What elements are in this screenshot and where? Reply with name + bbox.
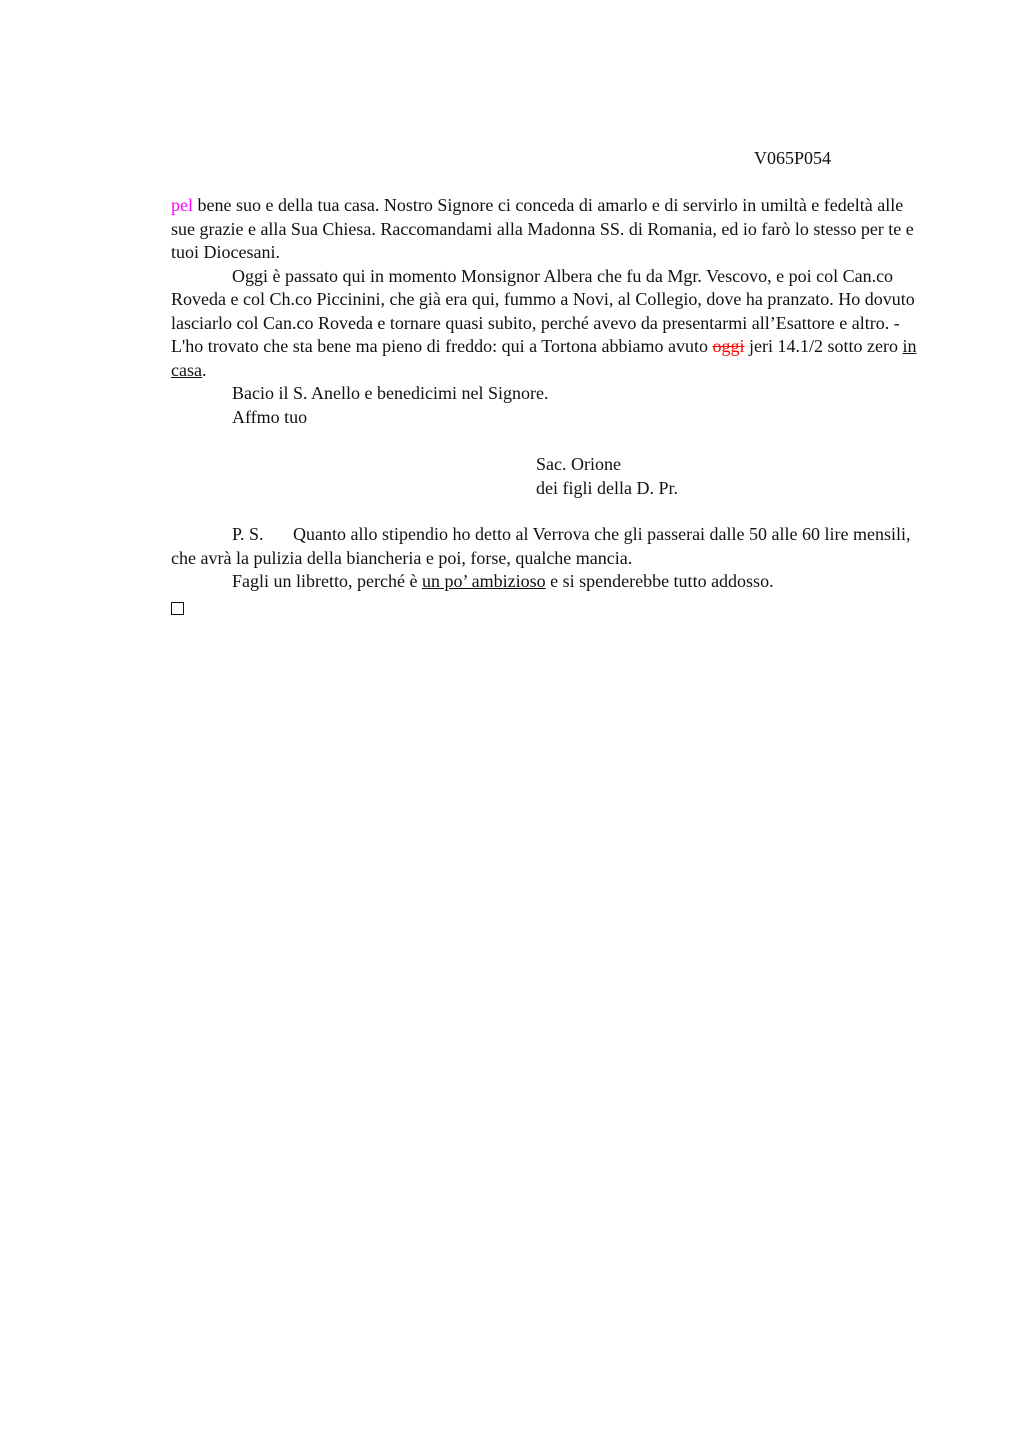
paragraph-booklet [171,570,921,594]
paragraph-visit [171,265,921,383]
underlined-phrase-in-casa: in casa [171,336,917,380]
highlighted-word: pel [171,195,193,215]
paragraph-blessing: Bacio il S. Anello e benedicimi nel Signore. [232,383,549,403]
postscript [171,523,921,570]
paragraph-opening [171,194,921,265]
signature-title: dei figli della D. Pr. [536,477,678,498]
paragraph-visit-text-b: jeri 14.1/2 sotto zero [744,336,903,356]
paragraph-booklet-text-a: Fagli un libretto, perché è [232,571,422,591]
letter-body [171,194,921,615]
end-of-document-box-icon [171,602,184,615]
spacer [171,500,921,523]
postscript-text: Quanto allo stipendio ho detto al Verrova che gli passerai dalle 50 alle 60 lire mensili, che avrà la pulizia della biancheria e poi, forse, qualche mancia. [171,524,911,568]
paragraph-visit-text-c: . [201,359,207,380]
closing-salutation: Affmo tuo [232,406,308,427]
paragraph-opening-text: bene suo e della tua casa. Nostro Signore ci conceda di amarlo e di servirlo in umiltà e fedeltà alle sue grazie e alla Sua Chiesa. Raccomandami alla Madonna SS. di Romania, ed io farò lo stesso per te e tuoi Diocesani. [171,195,914,262]
struck-word: oggi [712,336,745,356]
paragraph-booklet-text-b: e si spenderebbe tutto addosso. [545,571,774,591]
spacer [171,429,921,453]
underlined-phrase-ambizioso: un po’ ambizioso [421,571,546,591]
page-code: V065P054 [754,148,832,168]
paragraph-visit-text-a: Oggi è passato qui in momento Monsignor Albera che fu da Mgr. Vescovo, e poi col Can.co Roveda e col Ch.co Piccinini, che già era qui, fummo a Novi, al Collegio, dove ha pranzato. Ho dovuto lasciarlo col Can.co Roveda e tornare quasi subito, perché avevo da presentarmi all’Esattore e altro. - L'ho trovato che sta bene ma pieno di freddo: qui a Tortona abbiamo avuto [171,265,915,356]
signature-name: Sac. Orione [536,454,621,474]
postscript-label: P. S. [232,524,264,544]
